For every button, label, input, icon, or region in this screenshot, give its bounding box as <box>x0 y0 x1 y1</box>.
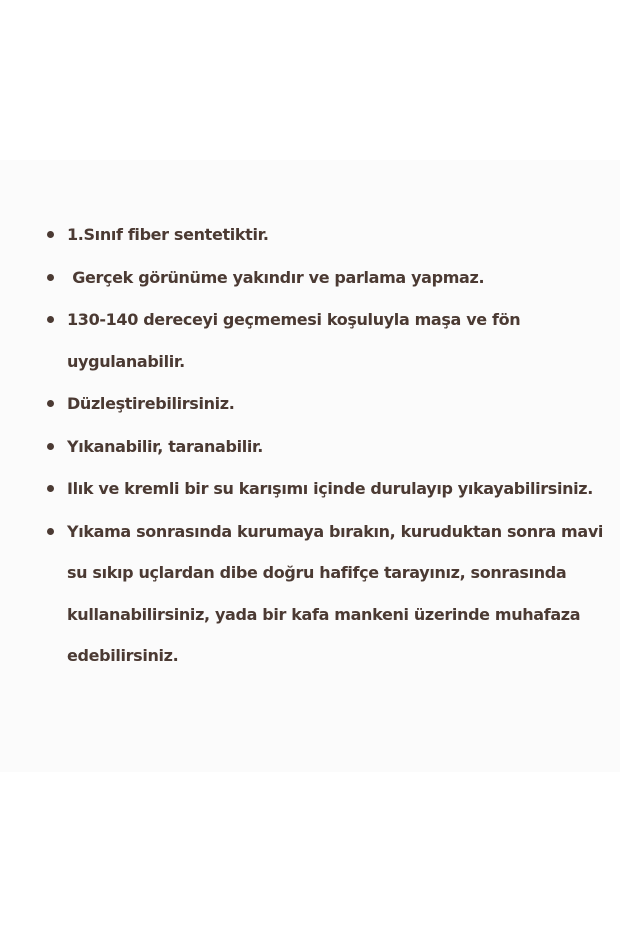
list-item-text: Düzleştirebilirsiniz. <box>67 394 235 413</box>
list-item-text: 1.Sınıf fiber sentetiktir. <box>67 225 269 244</box>
feature-list <box>46 214 606 678</box>
list-item-text: Gerçek görünüme yakındır ve parlama yapmaz. <box>67 267 485 287</box>
list-item <box>46 511 606 677</box>
list-item-text: Ilık ve kremli bir su karışımı içinde durulayıp yıkayabilirsiniz. <box>67 479 593 498</box>
bullet-dot-icon <box>47 400 54 407</box>
list-item <box>46 257 606 299</box>
list-item-text: Yıkanabilir, taranabilir. <box>67 436 263 456</box>
bullet-dot-icon <box>47 528 54 535</box>
list-item <box>46 468 606 510</box>
list-item <box>46 383 606 425</box>
list-item <box>46 214 606 256</box>
bullet-dot-icon <box>47 231 54 238</box>
list-item <box>46 426 606 468</box>
bullet-dot-icon <box>47 485 54 492</box>
bullet-dot-icon <box>47 443 54 450</box>
list-item-text: 130-140 dereceyi geçmemesi koşuluyla maşa ve fön uygulanabilir. <box>67 310 521 371</box>
list-item-text: Yıkama sonrasında kurumaya bırakın, kuruduktan sonra mavi su sıkıp uçlardan dibe doğru hafifçe tarayınız, sonrasında kullanabilirsiniz, yada bir kafa mankeni üzerinde muhafaza edebilirsiniz. <box>67 521 604 665</box>
list-item <box>46 299 606 382</box>
bullet-dot-icon <box>47 274 54 281</box>
bullet-dot-icon <box>47 316 54 323</box>
